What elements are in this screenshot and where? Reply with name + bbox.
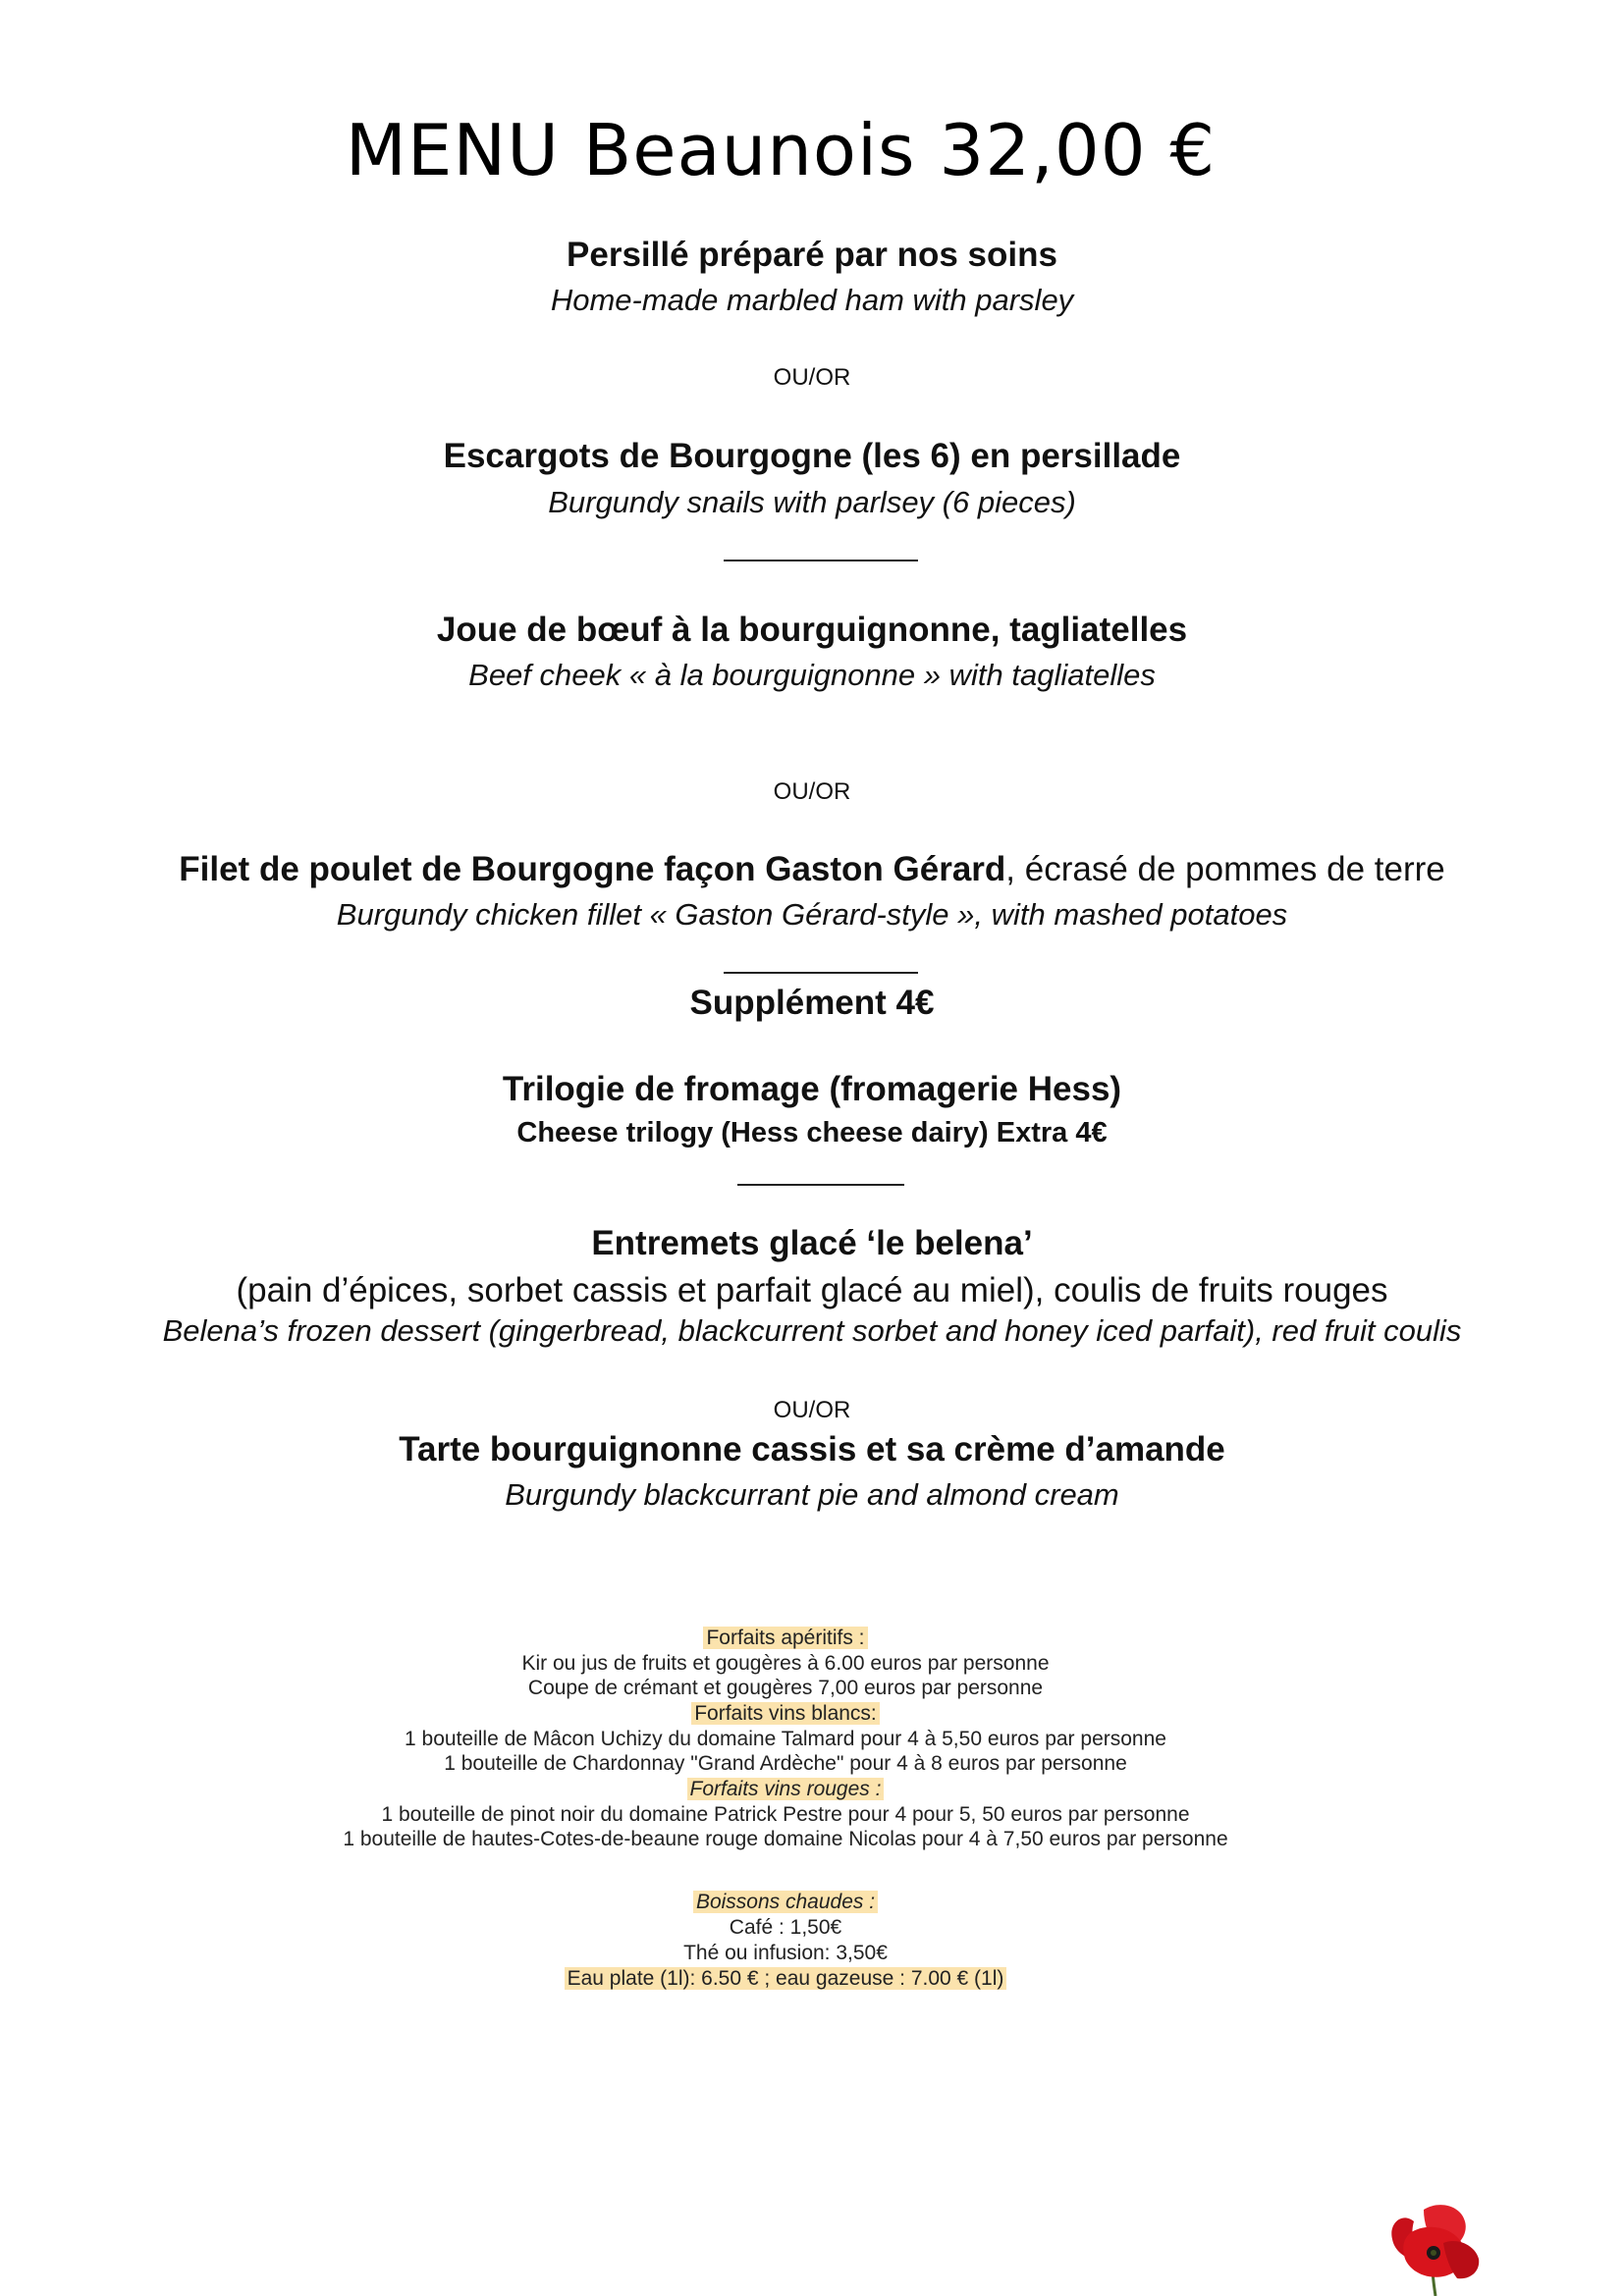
hot-drink-tea: Thé ou infusion: 3,50€: [683, 1942, 888, 1964]
or-separator: OU/OR: [773, 778, 851, 805]
starter-1-english: Home-made marbled ham with parsley: [550, 283, 1074, 317]
starter-2-english: Burgundy snails with parlsey (6 pieces): [548, 485, 1076, 519]
poppy-flower-icon: [1384, 2204, 1492, 2296]
or-separator: OU/OR: [773, 364, 851, 391]
course-divider: [737, 1184, 904, 1186]
main-1-english: Beef cheek « à la bourguignonne » with tagliatelles: [468, 658, 1156, 692]
or-separator: OU/OR: [773, 1397, 851, 1423]
red-wine-heading: Forfaits vins rouges :: [687, 1778, 885, 1800]
white-wine-heading: Forfaits vins blancs:: [691, 1702, 880, 1725]
cheese-french: Trilogie de fromage (fromagerie Hess): [502, 1070, 1122, 1108]
main-2-french: [0, 848, 1624, 891]
dessert-1-english: Belena’s frozen dessert (gingerbread, blackcurrent sorbet and honey iced parfait), red fruit coulis: [162, 1313, 1462, 1348]
main-1-french: Joue de bœuf à la bourguignonne, tagliatelles: [436, 611, 1188, 649]
dessert-1-french: Entremets glacé ‘le belena’: [591, 1224, 1033, 1262]
aperitif-line-2: Coupe de crémant et gougères 7,00 euros par personne: [527, 1677, 1044, 1699]
cheese-supplement: Supplément 4€: [689, 984, 935, 1022]
course-divider: [724, 560, 918, 561]
aperitif-line-1: Kir ou jus de fruits et gougères à 6.00 euros par personne: [521, 1652, 1050, 1675]
white-wine-line-1: 1 bouteille de Mâcon Uchizy du domaine Talmard pour 4 à 5,50 euros par personne: [405, 1728, 1166, 1750]
dessert-1-french-detail: (pain d’épices, sorbet cassis et parfait glacé au miel), coulis de fruits rouges: [236, 1271, 1388, 1309]
hot-drinks-heading: Boissons chaudes :: [693, 1891, 878, 1913]
course-divider: [724, 972, 918, 974]
starter-1-french: Persillé préparé par nos soins: [567, 236, 1057, 274]
dessert-2-english: Burgundy blackcurrant pie and almond cream: [505, 1477, 1119, 1512]
water-prices: Eau plate (1l): 6.50 € ; eau gazeuse : 7.00 € (1l): [565, 1967, 1007, 1990]
red-wine-line-1: 1 bouteille de pinot noir du domaine Patrick Pestre pour 4 pour 5, 50 euros par personne: [381, 1803, 1190, 1826]
white-wine-line-2: 1 bouteille de Chardonnay "Grand Ardèche" pour 4 à 8 euros par personne: [444, 1752, 1127, 1775]
starter-2-french: Escargots de Bourgogne (les 6) en persillade: [443, 437, 1181, 475]
dessert-2-french: Tarte bourguignonne cassis et sa crème d’amande: [399, 1430, 1225, 1468]
hot-drink-coffee: Café : 1,50€: [729, 1916, 842, 1939]
page-title: MENU Beaunois 32,00 €: [345, 109, 1217, 191]
aperitif-heading: Forfaits apéritifs :: [703, 1627, 867, 1649]
red-wine-line-2: 1 bouteille de hautes-Cotes-de-beaune rouge domaine Nicolas pour 4 à 7,50 euros par personne: [343, 1828, 1228, 1850]
main-2-french-plain: , écrasé de pommes de terre: [1005, 850, 1445, 888]
main-2-english: Burgundy chicken fillet « Gaston Gérard-style », with mashed potatoes: [336, 897, 1288, 932]
cheese-english: Cheese trilogy (Hess cheese dairy) Extra 4€: [516, 1117, 1108, 1148]
main-2-french-bold: Filet de poulet de Bourgogne façon Gaston Gérard: [179, 850, 1006, 888]
